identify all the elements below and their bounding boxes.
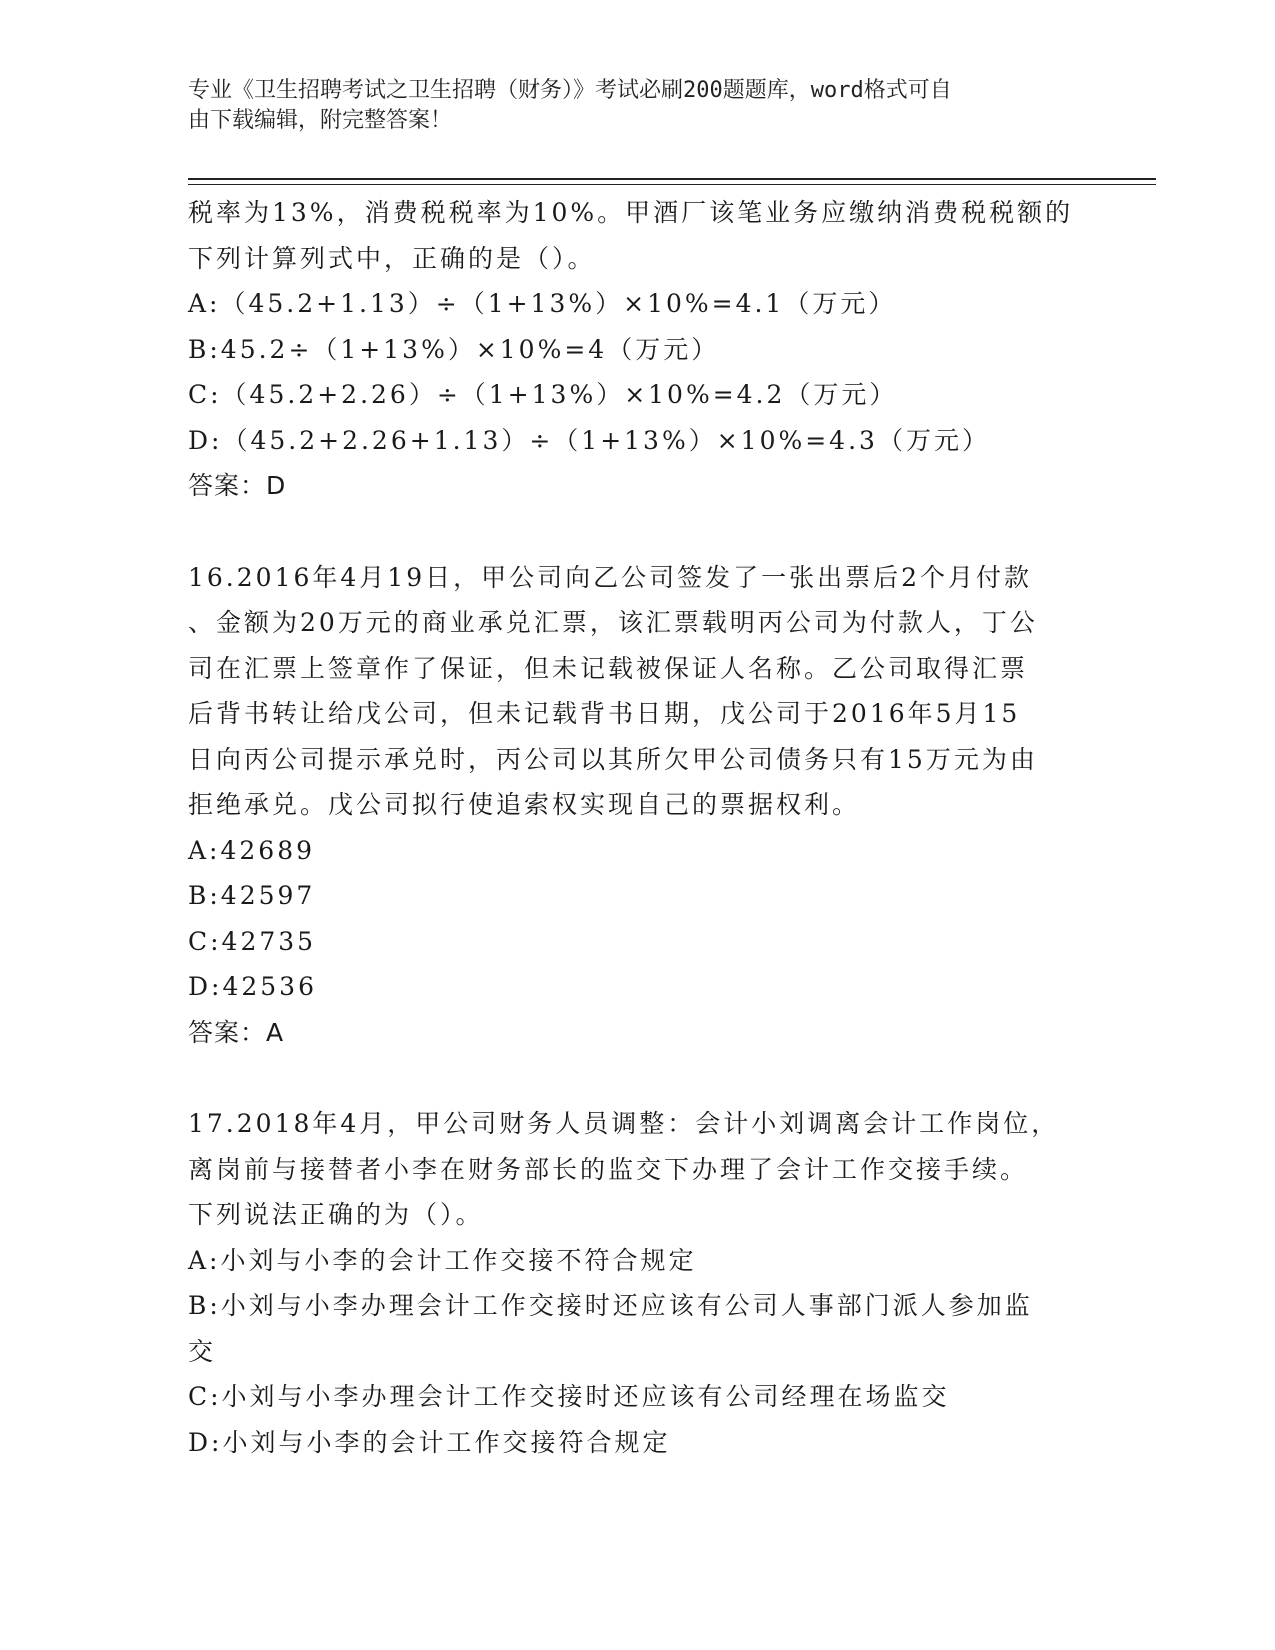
- question-stem-line: 拒绝承兑。戊公司拟行使追索权实现自己的票据权利。: [188, 790, 861, 819]
- question-17: [188, 1101, 1088, 1465]
- option-b: B:45.2÷（1+13%）×10%=4（万元）: [188, 334, 720, 364]
- option-c: C:（45.2+2.26）÷（1+13%）×10%=4.2（万元）: [188, 380, 898, 409]
- option-a: A:小刘与小李的会计工作交接不符合规定: [188, 1245, 697, 1275]
- question-stem-line: 后背书转让给戊公司，但未记载背书日期，戊公司于2016年5月15: [188, 699, 1021, 728]
- option-c: C:小刘与小李办理会计工作交接时还应该有公司经理在场监交: [188, 1382, 950, 1411]
- question-stem-line: 16.2016年4月19日，甲公司向乙公司签发了一张出票后2个月付款: [188, 562, 1033, 592]
- document-header: [188, 76, 1068, 136]
- answer-line: 答案：A: [188, 1017, 285, 1047]
- option-c: C:42735: [188, 926, 317, 956]
- option-b: B:42597: [188, 881, 316, 910]
- option-d: D:42536: [188, 972, 317, 1001]
- spacer: [188, 509, 1088, 555]
- document-body: [188, 190, 1088, 1465]
- header-line-1: 专业《卫生招聘考试之卫生招聘（财务）》考试必刷200题题库，word格式可自: [188, 78, 952, 103]
- question-stem-line: 司在汇票上签章作了保证，但未记载被保证人名称。乙公司取得汇票: [188, 653, 1029, 683]
- question-16: [188, 555, 1088, 1056]
- header-divider-thin: [188, 184, 1156, 185]
- option-b: B:小刘与小李办理会计工作交接时还应该有公司人事部门派人参加监: [188, 1291, 1033, 1320]
- question-stem-line: 下列计算列式中，正确的是（）。: [188, 243, 596, 273]
- question-15: [188, 190, 1088, 509]
- option-a: A:42689: [188, 835, 316, 865]
- answer-line: 答案：D: [188, 471, 287, 500]
- question-stem-line: 、金额为20万元的商业承兑汇票，该汇票载明丙公司为付款人，丁公: [188, 608, 1038, 637]
- spacer: [188, 1055, 1088, 1101]
- option-d: D:（45.2+2.26+1.13）÷（1+13%）×10%=4.3（万元）: [188, 425, 990, 455]
- header-divider-thick: [188, 178, 1156, 180]
- option-d: D:小刘与小李的会计工作交接符合规定: [188, 1427, 671, 1457]
- question-stem-line: 离岗前与接替者小李在财务部长的监交下办理了会计工作交接手续。: [188, 1154, 1029, 1184]
- header-line-2: 由下载编辑，附完整答案！: [188, 108, 453, 133]
- question-stem-line: 下列说法正确的为（）。: [188, 1200, 484, 1229]
- question-stem-line: 税率为13%，消费税税率为10%。甲酒厂该笔业务应缴纳消费税税额的: [188, 198, 1074, 227]
- option-a: A:（45.2+1.13）÷（1+13%）×10%=4.1（万元）: [188, 289, 897, 318]
- option-b-continued: 交: [188, 1336, 217, 1366]
- question-stem-line: 17.2018年4月，甲公司财务人员调整：会计小刘调离会计工作岗位，: [188, 1109, 1060, 1138]
- question-stem-line: 日向丙公司提示承兑时，丙公司以其所欠甲公司债务只有15万元为由: [188, 744, 1038, 774]
